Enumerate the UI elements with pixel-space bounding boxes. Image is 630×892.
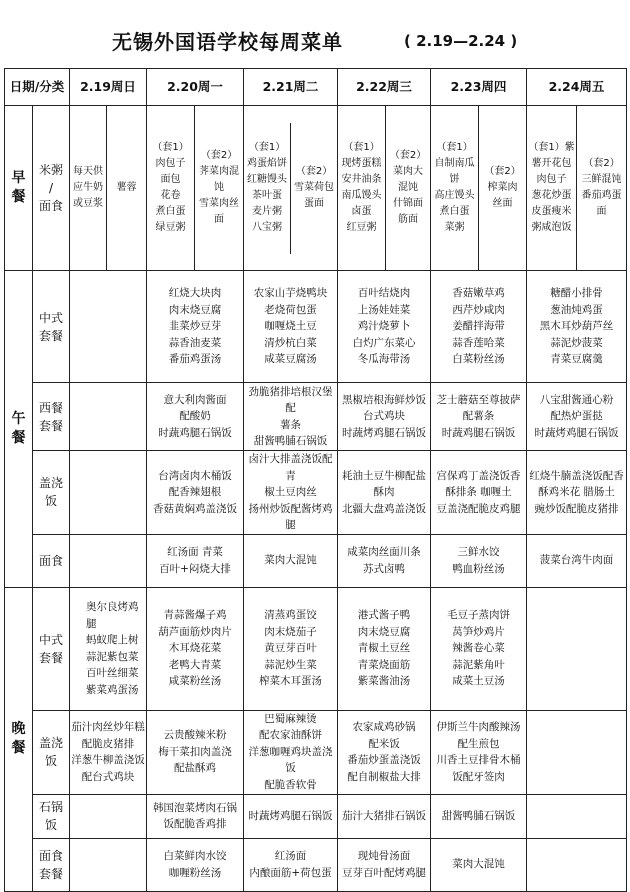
- menu-cell: 八宝甜酱通心粉 配热炉蛋挞 时蔬烤鸡腿石锅饭: [527, 383, 627, 451]
- menu-cell: 意大利肉酱面 配酸奶 时蔬鸡腿石锅饭: [147, 383, 244, 451]
- category-label: 面食: [33, 534, 70, 587]
- menu-cell: （套2） 榨菜肉 丝面: [479, 106, 527, 271]
- menu-cell: （套1） 肉包子 面包 花卷 煮白蛋 绿豆粥: [147, 106, 195, 271]
- menu-cell: 咸菜肉丝面川条 苏式卤鸭: [338, 534, 431, 587]
- category-label: 面食 套餐: [33, 838, 70, 891]
- lunch-rice-row: [5, 451, 627, 535]
- day-header: 2.23周四: [431, 69, 527, 106]
- menu-cell: 三鲜水饺 鸭血粉丝汤: [431, 534, 527, 587]
- menu-cell: [527, 710, 627, 794]
- menu-cell: 农家山芋烧鸭块 老烧荷包蛋 咖喱烧土豆 清炒杭白菜 咸菜豆腐汤: [244, 271, 338, 383]
- menu-cell: 港式酱子鸭 肉末烧豆腐 青椒土豆丝 青菜烧面筋 紫菜酱油汤: [338, 587, 431, 710]
- menu-cell-empty: [70, 534, 147, 587]
- meal-label-lunch: 午 餐: [5, 271, 33, 588]
- date-range: ( 2.19—2.24 ): [404, 32, 518, 50]
- day-header: 2.21周二: [244, 69, 338, 106]
- menu-cell: 耗油土豆牛柳配盐 酥肉 北疆大盘鸡盖浇饭: [338, 451, 431, 535]
- menu-cell: （套1） 现烤蛋糕 安井油条 南瓜馒头 卤蛋 红豆粥: [338, 106, 386, 271]
- dinner-noodle-row: [5, 838, 627, 891]
- menu-cell: 每天供 应牛奶 或豆浆: [70, 106, 107, 271]
- menu-cell: （套2） 荠菜肉混 饨 雪菜肉丝 面: [195, 106, 244, 271]
- menu-cell: （套1） 自制南瓜 饼 高庄馒头 煮白蛋 菜粥: [431, 106, 479, 271]
- menu-cell: [70, 794, 147, 838]
- header-row: [5, 69, 627, 106]
- menu-cell: 宫保鸡丁盖浇饭香 酥排条 咖喱土 豆盖浇配脆皮鸡腿: [431, 451, 527, 535]
- menu-cell: 白菜鲜肉水饺 咖喱粉丝汤: [147, 838, 244, 891]
- menu-cell-empty: [70, 451, 147, 535]
- menu-cell: 奥尔良烤鸡腿 蚂蚁爬上树 蒜泥紫包菜 百叶丝细菜 紫菜鸡蛋汤: [70, 587, 147, 710]
- category-label: 石锅 饭: [33, 794, 70, 838]
- menu-cell: 菜肉大混饨: [431, 838, 527, 891]
- menu-cell: 菠菜台湾牛肉面: [527, 534, 627, 587]
- menu-cell: [70, 838, 147, 891]
- menu-cell-empty: [70, 271, 147, 383]
- menu-cell: 现炖骨汤面 豆芽百叶配烤鸡腿: [338, 838, 431, 891]
- menu-cell: （套2） 菜肉大 混饨 什锦面 筋面: [386, 106, 431, 271]
- menu-cell: [527, 587, 627, 710]
- menu-table: [4, 68, 627, 892]
- day-header: 2.24周五: [527, 69, 627, 106]
- menu-cell: 芝士蘑菇至尊披萨 配薯条 时蔬鸡腿石锅饭: [431, 383, 527, 451]
- category-label: 盖浇 饭: [33, 451, 70, 535]
- menu-cell: 茄汁肉丝炒年糕 配脆皮猪排 洋葱牛柳盖浇饭 配台式鸡块: [70, 710, 147, 794]
- menu-cell: 甜酱鸭脯石锅饭: [431, 794, 527, 838]
- menu-cell: 红烧大块肉 肉末烧豆腐 韭菜炒豆芽 蒜香油麦菜 番茄鸡蛋汤: [147, 271, 244, 383]
- menu-cell: 毛豆子蒸肉饼 莴笋炒鸡片 辣酱卷心菜 蒜泥紫角叶 咸菜土豆汤: [431, 587, 527, 710]
- category-label: 西餐 套餐: [33, 383, 70, 451]
- lunch-western-row: [5, 383, 627, 451]
- menu-cell: （套1） 鸡蛋焰饼 红糖馒头 茶叶蛋 麦片粥 八宝粥: [244, 123, 291, 254]
- menu-cell: 伊斯兰牛肉酸辣汤 配生煎包 川香土豆排骨木桶 饭配牙签肉: [431, 710, 527, 794]
- dinner-stone-row: [5, 794, 627, 838]
- category-label: 盖浇 饭: [33, 710, 70, 794]
- header: [0, 0, 630, 68]
- day-header: 2.20周一: [147, 69, 244, 106]
- menu-cell: 菜肉大混饨: [244, 534, 338, 587]
- dinner-chinese-row: [5, 587, 627, 710]
- menu-cell: 农家咸鸡砂锅 配米饭 番茄炒蛋盖浇饭 配自制椒盐大排: [338, 710, 431, 794]
- menu-cell: 云贵酸辣米粉 梅干菜扣肉盖浇 配盐酥鸡: [147, 710, 244, 794]
- lunch-chinese-row: [5, 271, 627, 383]
- menu-cell-split: [244, 106, 338, 271]
- meal-label-breakfast: 早 餐: [5, 106, 33, 271]
- menu-cell: 红烧牛腩盖浇饭配香 酥鸡米花 腊肠土 豌炒饭配脆皮猪排: [527, 451, 627, 535]
- breakfast-row: [5, 106, 627, 271]
- day-header: 2.19周日: [70, 69, 147, 106]
- dinner-rice-row: [5, 710, 627, 794]
- menu-cell: 糖醋小排骨 葱油炖鸡蛋 黑木耳炒葫芦丝 蒜泥炒菠菜 青菜豆腐羹: [527, 271, 627, 383]
- menu-cell: 劲脆猪排培根汉堡配 薯条 甜酱鸭脯石锅饭: [244, 383, 338, 451]
- menu-cell: 卤汁大排盖浇饭配青 椒土豆肉丝 扬州炒饭配酱烤鸡腿: [244, 451, 338, 535]
- menu-cell: 青蒜酱爆子鸡 葫芦面筋炒肉片 木耳烧花菜 老鸭大青菜 咸菜粉丝汤: [147, 587, 244, 710]
- menu-cell: 台湾卤肉木桶饭 配香辣翅根 香菇黄焖鸡盖浇饭: [147, 451, 244, 535]
- menu-cell: [527, 794, 627, 838]
- menu-cell: 时蔬烤鸡腿石锅饭: [244, 794, 338, 838]
- menu-cell: 茄汁大猪排石锅饭: [338, 794, 431, 838]
- menu-cell: 韩国泡菜烤肉石锅 饭配脆香鸡排: [147, 794, 244, 838]
- menu-cell: [527, 838, 627, 891]
- menu-cell: 黑椒培根海鲜炒饭 台式鸡块 时蔬烤鸡腿石锅饭: [338, 383, 431, 451]
- menu-cell: 百叶结烧肉 上汤娃娃菜 鸡汁烧萝卜 白灼广东菜心 冬瓜海带汤: [338, 271, 431, 383]
- lunch-noodle-row: [5, 534, 627, 587]
- menu-cell: 香菇嫩草鸡 西芹炒咸肉 姜醋拌海带 蒜香莲哈菜 白菜粉丝汤: [431, 271, 527, 383]
- page-title: 无锡外国语学校每周菜单: [112, 30, 343, 54]
- menu-cell: （套1）紫 薯开花包 肉包子 葱花炒蛋 皮蛋瘦米 粥咸泡饭: [527, 106, 577, 271]
- meal-label-dinner: 晚 餐: [5, 587, 33, 891]
- category-label: 米粥 / 面食: [33, 106, 70, 271]
- header-corner: 日期/分类: [5, 69, 70, 106]
- menu-cell: （套2） 雪菜荷包 蛋面: [294, 166, 335, 209]
- category-label: 中式 套餐: [33, 271, 70, 383]
- menu-cell: 红汤面 青菜 百叶+闷烧大排: [147, 534, 244, 587]
- day-header: 2.22周三: [338, 69, 431, 106]
- category-label: 中式 套餐: [33, 587, 70, 710]
- menu-cell: 薯蓉: [107, 106, 147, 271]
- menu-cell-empty: [70, 383, 147, 451]
- menu-cell: （套2） 三鲜混饨 番茄鸡蛋 面: [577, 106, 627, 271]
- menu-cell: 清蒸鸡蛋饺 肉末烧茄子 黄豆芽百叶 蒜泥炒生菜 榨菜木耳蛋汤: [244, 587, 338, 710]
- menu-cell: 红汤面 内酿面筋+荷包蛋: [244, 838, 338, 891]
- menu-cell: 巴蜀麻辣烫 配农家油酥饼 洋葱咖喱鸡块盖浇饭 配脆香软骨: [244, 710, 338, 794]
